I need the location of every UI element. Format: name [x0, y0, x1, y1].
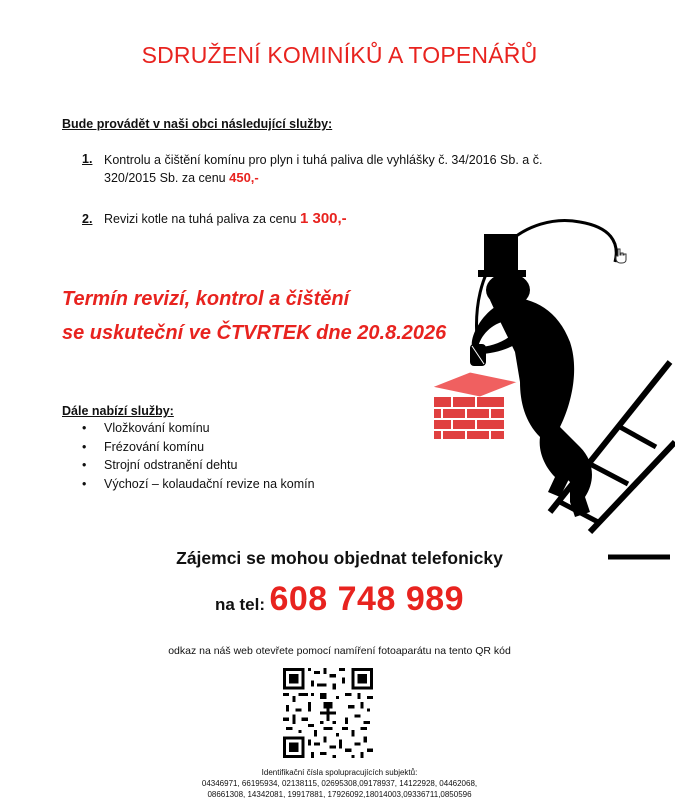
hand-cursor-icon	[614, 248, 628, 264]
service-2-text: Revizi kotle na tuhá paliva za cenu	[104, 212, 297, 226]
service-item-1	[104, 151, 542, 187]
service-2-price: 1 300,-	[299, 210, 347, 227]
more-services-list	[78, 419, 315, 493]
services-heading: Bude provádět v naši obci následující služby:	[62, 117, 333, 131]
service-number-2: 2.	[82, 212, 93, 226]
termin-line-1: Termín revizí, kontrol a čištění	[62, 288, 350, 310]
termin-line-2: se uskuteční ve ČTVRTEK dne 20.8.2026	[62, 322, 447, 344]
list-item: • Vložkování komínu	[82, 421, 210, 435]
page-title: SDRUŽENÍ KOMINÍKŮ A TOPENÁŘŮ	[141, 42, 538, 68]
list-item: • Strojní odstranění dehtu	[82, 458, 238, 472]
service-1-line1: Kontrolu a čištění komínu pro plyn i tuhá paliva dle vyhlášky č. 34/2016 Sb. a č.	[104, 153, 543, 167]
qr-code[interactable]	[283, 668, 373, 758]
service-1-price: 450,-	[229, 170, 259, 185]
service-1-line2: 320/2015 Sb. za cenu	[104, 171, 226, 185]
chimney-bricks	[432, 372, 518, 439]
more-services-heading: Dále nabízí služby:	[62, 404, 174, 418]
ids-line-2: 08661308, 14342081, 19917881, 17926092,18014003,09336711,0850596	[207, 790, 472, 799]
phone-prefix: na tel:	[214, 595, 266, 614]
phone-number[interactable]: 608 748 989	[269, 580, 465, 618]
phone-line	[0, 580, 679, 619]
service-number-1: 1.	[82, 152, 93, 166]
ids-line-1: 04346971, 66195934, 02138115, 02695308,09178937, 14122928, 04462068,	[201, 779, 478, 788]
phone-lead-text: Zájemci se mohou objednat telefonicky	[176, 548, 503, 568]
ids-heading: Identifikační čísla spolupracujících subjektů:	[261, 768, 418, 777]
qr-instruction-text: odkaz na náš web otevřete pomocí namíření fotoaparátu na tento QR kód	[168, 645, 511, 657]
chimney-sweep-illustration	[420, 212, 675, 572]
service-item-2	[104, 210, 347, 228]
list-item: • Frézování komínu	[82, 439, 205, 454]
list-item: • Výchozí – kolaudační revize na komín	[82, 476, 315, 491]
